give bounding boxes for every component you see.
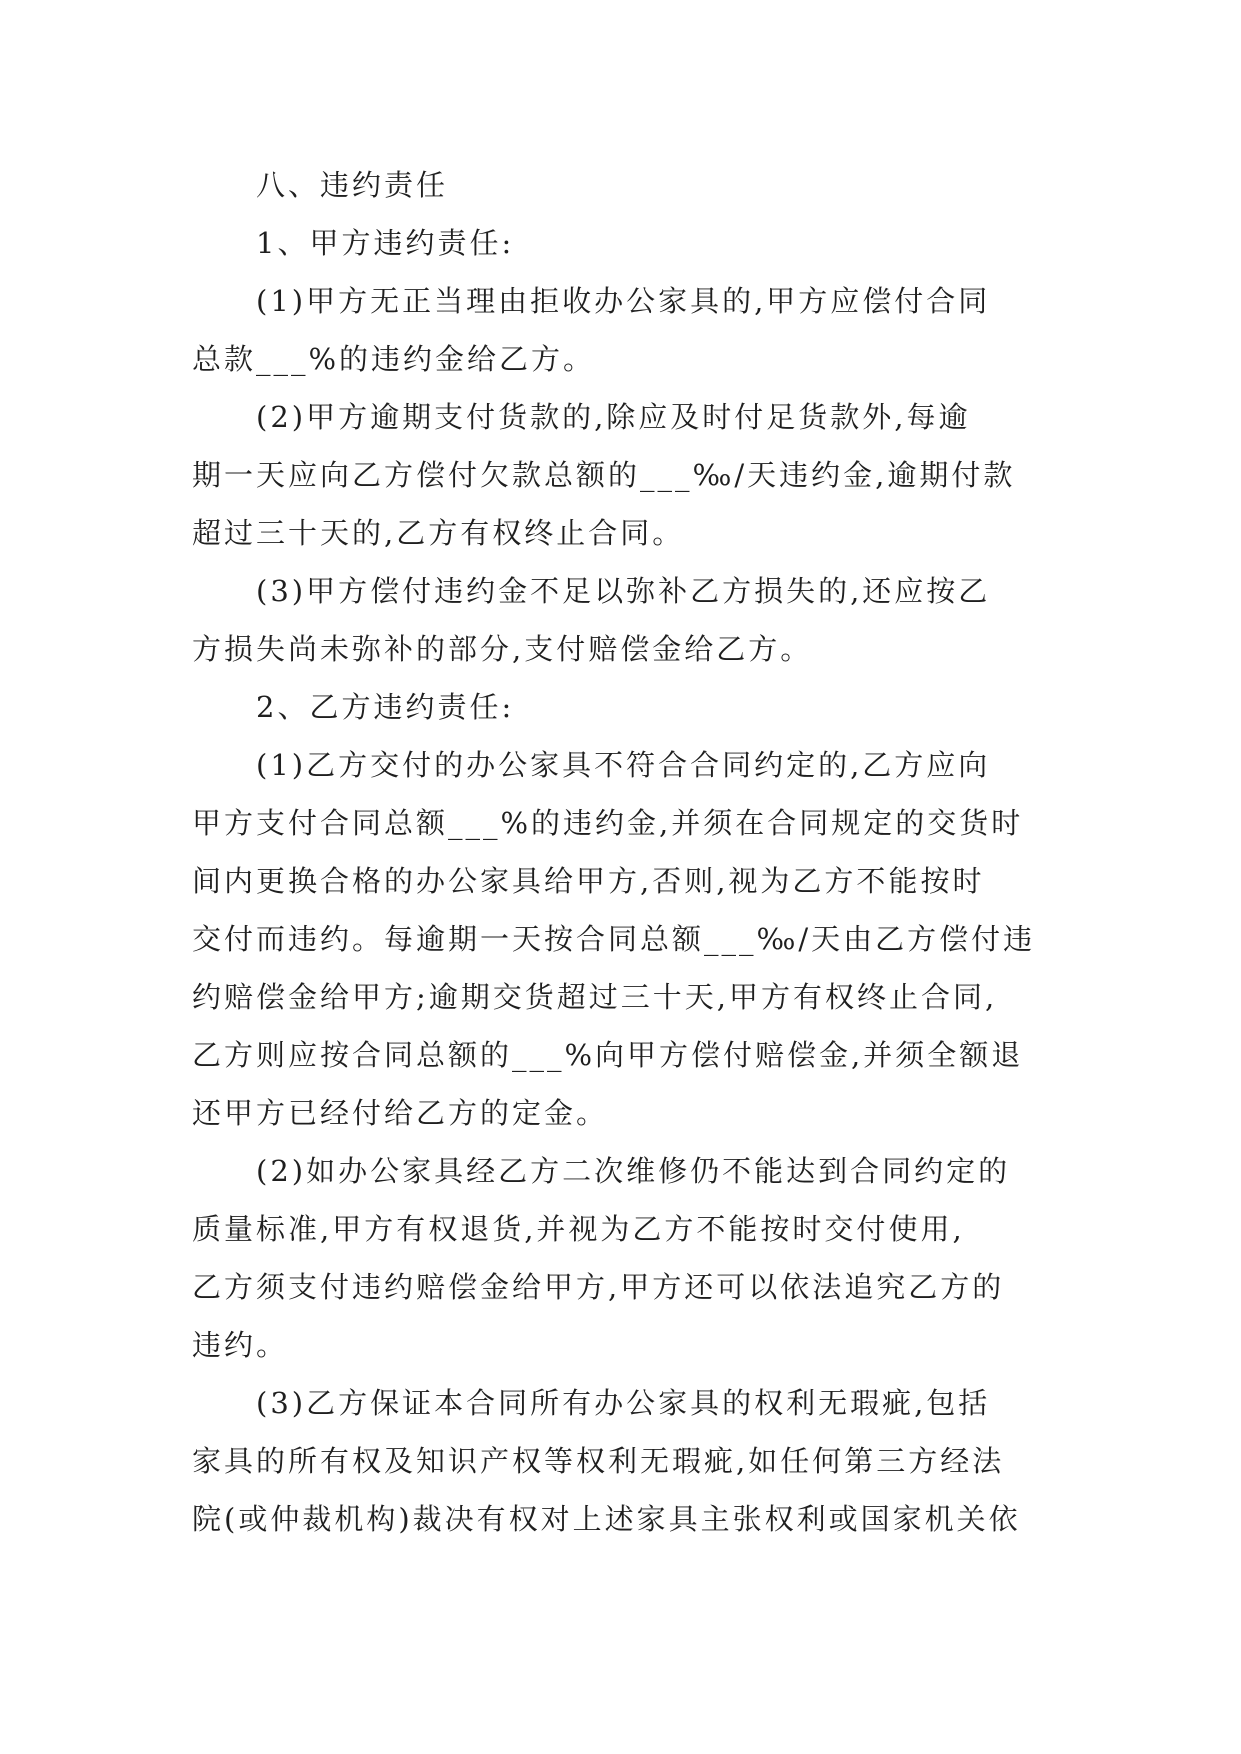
paragraph-line: 还甲方已经付给乙方的定金。 [192, 1096, 609, 1130]
paragraph-line: (3)乙方保证本合同所有办公家具的权利无瑕疵,包括 [256, 1386, 991, 1420]
paragraph-line: (1)甲方无正当理由拒收办公家具的,甲方应偿付合同 [256, 284, 991, 318]
paragraph-line: (1)乙方交付的办公家具不符合合同约定的,乙方应向 [256, 748, 991, 782]
paragraph-line: 乙方须支付违约赔偿金给甲方,甲方还可以依法追究乙方的 [192, 1270, 1005, 1304]
paragraph-line: 违约。 [192, 1328, 289, 1362]
paragraph-line: 方损失尚未弥补的部分,支付赔偿金给乙方。 [192, 632, 813, 666]
paragraph-line: 交付而违约。每逾期一天按合同总额___‰/天由乙方偿付违 [192, 922, 1036, 956]
paragraph-line: 甲方支付合同总额___%的违约金,并须在合同规定的交货时 [192, 806, 1024, 840]
paragraph-line: 院(或仲裁机构)裁决有权对上述家具主张权利或国家机关依 [192, 1502, 1021, 1536]
paragraph-line: (2)甲方逾期支付货款的,除应及时付足货款外,每逾 [256, 400, 971, 434]
subsection-heading: 1、甲方违约责任: [256, 226, 515, 260]
paragraph-line: 总款___%的违约金给乙方。 [192, 342, 596, 376]
paragraph-line: (2)如办公家具经乙方二次维修仍不能达到合同约定的 [256, 1154, 1011, 1188]
paragraph-line: 质量标准,甲方有权退货,并视为乙方不能按时交付使用, [192, 1212, 965, 1246]
section-heading: 八、违约责任 [256, 168, 449, 202]
paragraph-line: 间内更换合格的办公家具给甲方,否则,视为乙方不能按时 [192, 864, 985, 898]
paragraph-line: 家具的所有权及知识产权等权利无瑕疵,如任何第三方经法 [192, 1444, 1005, 1478]
document-body [192, 156, 1052, 1548]
subsection-heading: 2、乙方违约责任: [256, 690, 515, 724]
paragraph-line: 约赔偿金给甲方;逾期交货超过三十天,甲方有权终止合同, [192, 980, 998, 1014]
paragraph-line: (3)甲方偿付违约金不足以弥补乙方损失的,还应按乙 [256, 574, 991, 608]
paragraph-line: 期一天应向乙方偿付欠款总额的___‰/天违约金,逾期付款 [192, 458, 1016, 492]
paragraph-line: 超过三十天的,乙方有权终止合同。 [192, 516, 685, 550]
paragraph-line: 乙方则应按合同总额的___%向甲方偿付赔偿金,并须全额退 [192, 1038, 1024, 1072]
